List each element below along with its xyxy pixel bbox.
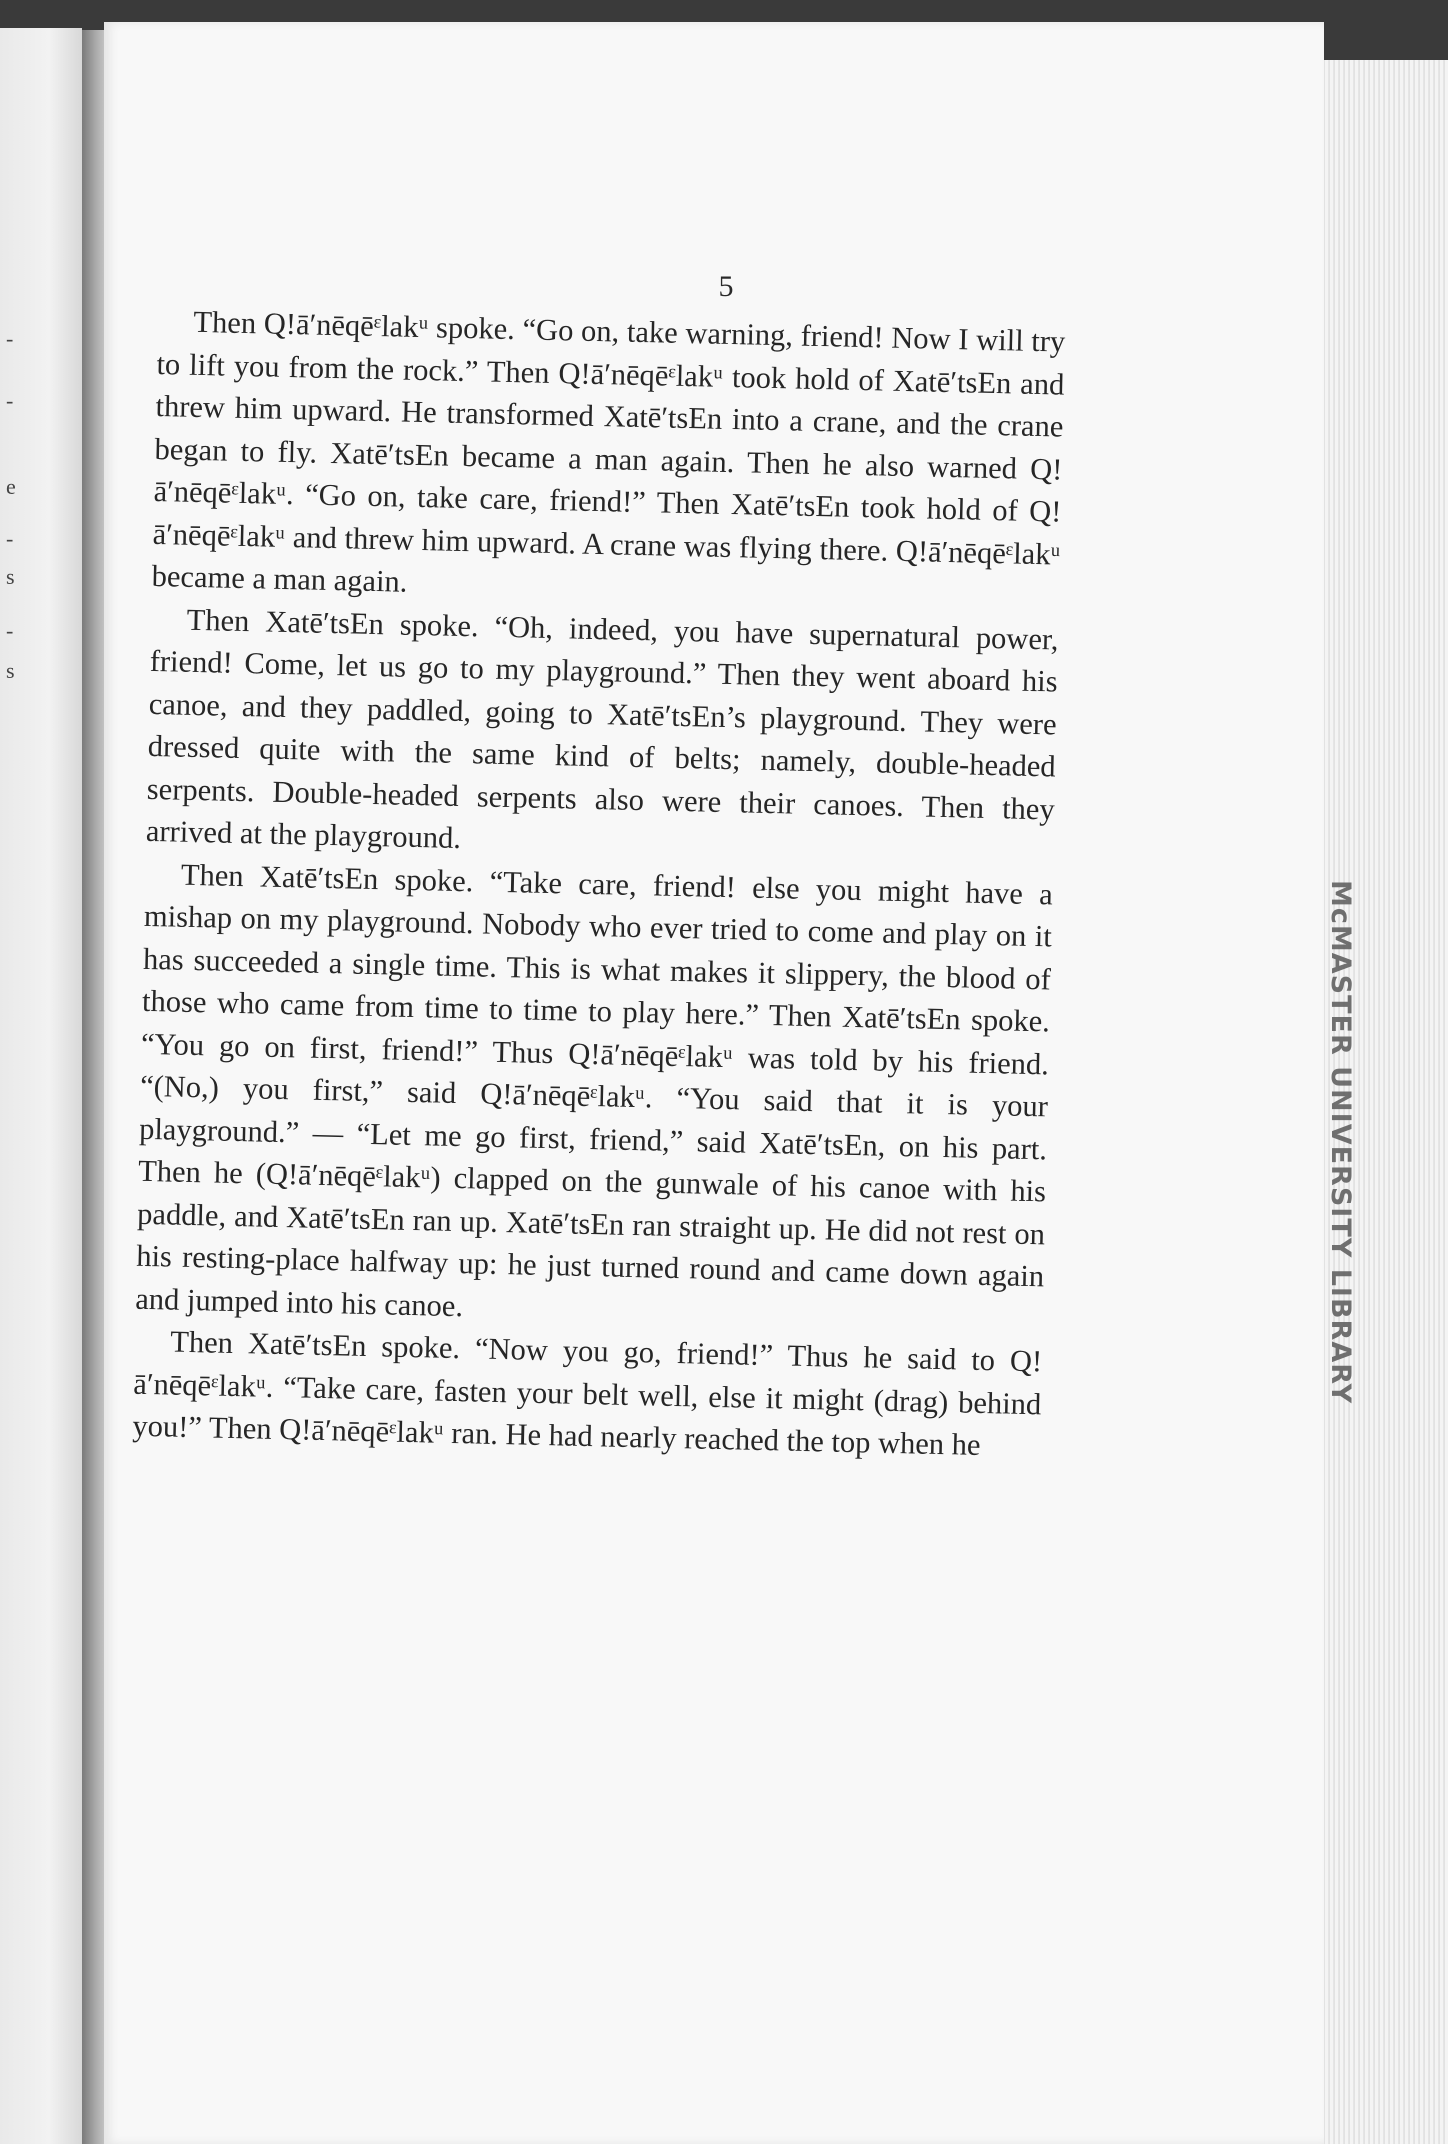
left-page-edge — [0, 28, 82, 2144]
left-mark: s — [6, 658, 15, 683]
left-mark: - — [6, 326, 14, 351]
paragraph: Then Xatē′tsEn spoke. “Now you go, friend!” Thus he said to Q!ā′nēqēᵋlakᵘ. “Take care, fasten your belt well, else it might (drag) behind you!” Then Q!ā′nēqēᵋlakᵘ ran. He had nearly reached the top when he — [132, 1324, 1043, 1462]
page-body-text — [132, 300, 1066, 1468]
page-number: 5 — [718, 270, 734, 303]
paragraph: Then Q!ā′nēqēᵋlakᵘ spoke. “Go on, take warning, friend! Now I will try to lift you from the rock.” Then Q!ā′nēqēᵋlakᵘ took hold of Xatē′tsEn and threw him upward. He transformed Xatē′tsEn into a crane, and the crane began to fly. Xatē′tsEn became a man again. Then he also warned Q!ā′nēqēᵋlakᵘ. “Go on, take care, friend!” Then Xatē′tsEn took hold of Q!ā′nēqēᵋlakᵘ and threw him upward. A crane was flying there. Q!ā′nēqēᵋlakᵘ became a man again. — [151, 304, 1066, 599]
left-mark: - — [6, 388, 14, 413]
left-mark: s — [6, 564, 15, 589]
paragraph: Then Xatē′tsEn spoke. “Take care, friend! else you might have a mishap on my playground. Nobody who ever tried to come and play on it has succeeded a single time. This is what makes it slippery, the blood of those who came from time to time to play here.” Then Xatē′tsEn spoke. “You go on first, friend!” Thus Q!ā′nēqēᵋlakᵘ was told by his friend. “(No,) you first,” said Q!ā′nēqēᵋlakᵘ. “You said that it is your playground.” — “Let me go first, friend,” said Xatē′tsEn, on his part. Then he (Q!ā′nēqēᵋlakᵘ) clapped on the gunwale of his canoe with his paddle, and Xatē′tsEn ran up. Xatē′tsEn ran straight up. He did not rest on his resting-place halfway up: he just turned round and came down again and jumped into his canoe. — [134, 857, 1054, 1323]
paragraph: Then Xatē′tsEn spoke. “Oh, indeed, you have supernatural power, friend! Come, let us go to my playground.” Then they went aboard his canoe, and they paddled, going to Xatē′tsEn’s playground. They were dressed quite with the same kind of belts; namely, double-headed serpents. Double-headed serpents also were their canoes. Then they arrived at the playground. — [145, 602, 1059, 856]
left-mark: - — [6, 526, 14, 551]
left-mark: e — [6, 474, 16, 499]
left-mark: - — [6, 618, 14, 643]
library-stamp: McMASTER UNIVERSITY LIBRARY — [1325, 880, 1356, 1405]
